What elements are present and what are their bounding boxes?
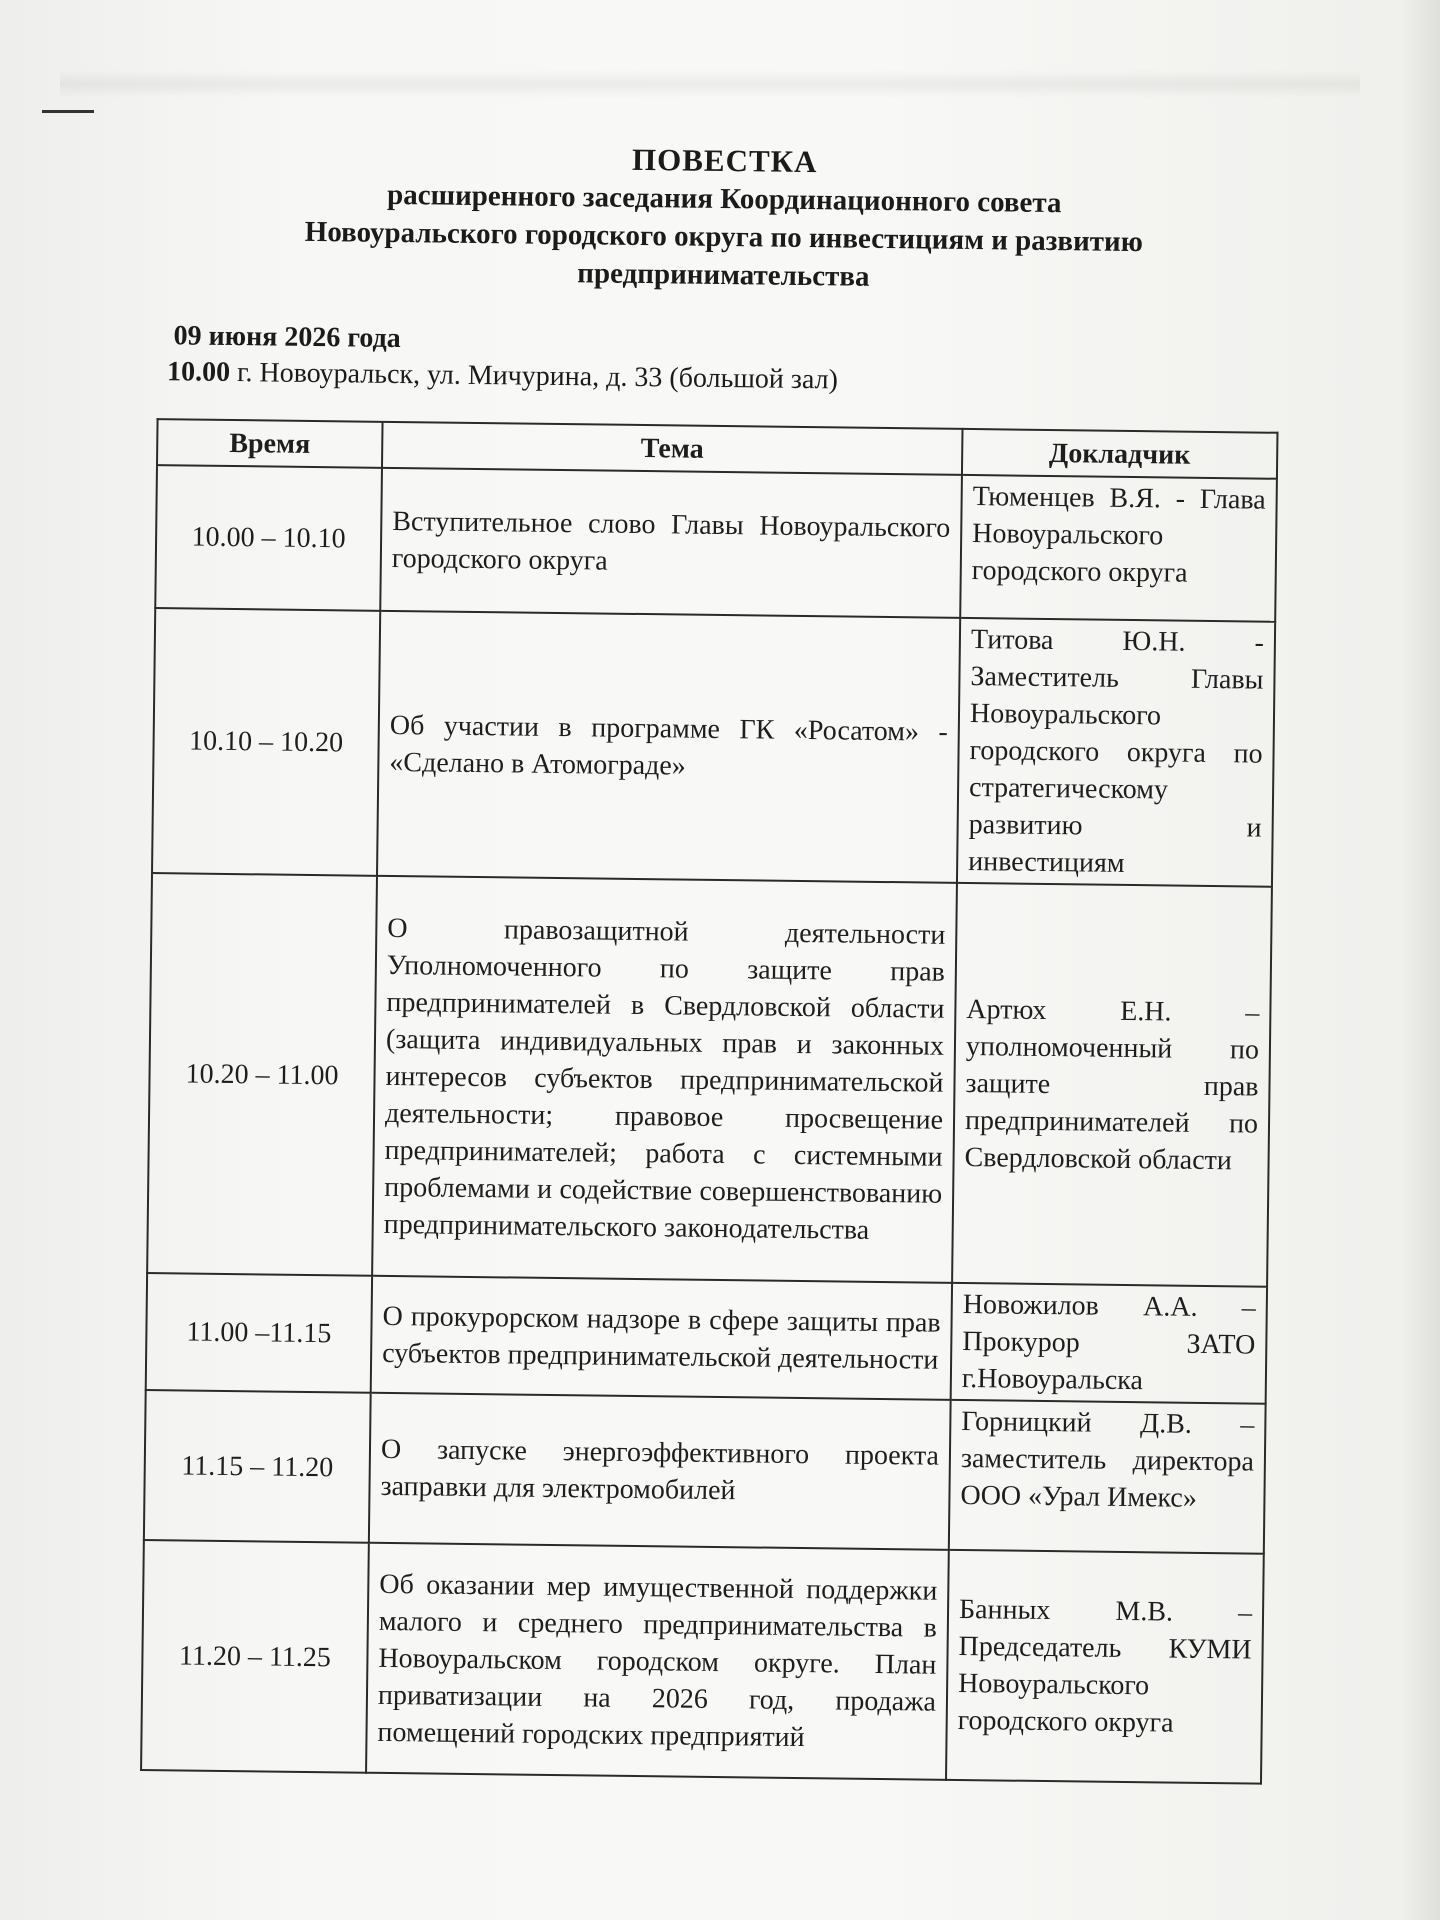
row-speaker: Горницкий Д.В. – заместитель директора ООО «Урал Имекс» bbox=[949, 1400, 1266, 1554]
row-speaker: Титова Ю.Н. - Заместитель Главы Новоуральского городского округа по стратегическому развитию и инвестициям bbox=[957, 618, 1275, 887]
agenda-table bbox=[140, 418, 1278, 1785]
row-time: 11.20 – 11.25 bbox=[141, 1540, 369, 1773]
document-header bbox=[208, 136, 1240, 301]
row-speaker: Банных М.В. – Председатель КУМИ Новоуральского городского округа bbox=[946, 1550, 1264, 1784]
column-header-time: Время bbox=[157, 419, 383, 468]
row-speaker: Новожилов А.А. – Прокурор ЗАТО г.Новоуральска bbox=[951, 1283, 1267, 1404]
row-time: 10.20 – 11.00 bbox=[147, 873, 377, 1276]
subtitle-line: предпринимательства bbox=[577, 257, 870, 293]
meeting-location: г. Новоуральск, ул. Мичурина, д. 33 (большой зал) bbox=[236, 357, 839, 396]
document-title: ПОВЕСТКА bbox=[631, 141, 818, 180]
row-topic: О прокурорском надзоре в сфере защиты прав субъектов предпринимательской деятельности bbox=[371, 1276, 952, 1400]
table-row bbox=[141, 1540, 1264, 1784]
meeting-place bbox=[167, 354, 838, 398]
row-time: 10.10 – 10.20 bbox=[152, 608, 380, 876]
meeting-start-time: 10.00 bbox=[166, 356, 231, 388]
row-speaker: Артюх Е.Н. – уполномоченный по защите прав предпринимателей по Свердловской области bbox=[952, 883, 1272, 1287]
table-row bbox=[146, 1273, 1267, 1404]
subtitle-line: расширенного заседания Координационного совета bbox=[386, 178, 1062, 220]
row-topic: Об оказании мер имущественной поддержки малого и среднего предпринимательства в Новоуральском городском округе. План приватизации на 2026 год, продажа помещений городских предприятий bbox=[366, 1543, 949, 1780]
row-topic: О запуске энергоэффективного проекта заправки для электромобилей bbox=[369, 1393, 951, 1550]
table-row bbox=[155, 465, 1277, 622]
row-topic: О правозащитной деятельности Уполномоченного по защите прав предпринимателей в Свердловской области (защита индивидуальных прав и законных интересов субъектов предпринимательской деятельности; правовое просвещение предпринимателей; работа с системными проблемами и содействие совершенствованию предпринимательского законодательства bbox=[372, 876, 957, 1283]
table-row bbox=[152, 608, 1275, 887]
meeting-info bbox=[167, 318, 839, 398]
column-header-speaker: Докладчик bbox=[962, 429, 1278, 479]
row-topic: Вступительное слово Главы Новоуральского городского округа bbox=[380, 468, 962, 618]
row-topic: Об участии в программе ГК «Росатом» - «Сделано в Атомограде» bbox=[377, 611, 960, 883]
column-header-topic: Тема bbox=[382, 422, 963, 475]
row-time: 11.00 –11.15 bbox=[146, 1273, 372, 1393]
row-time: 11.15 – 11.20 bbox=[144, 1390, 371, 1543]
row-time: 10.00 – 10.10 bbox=[155, 465, 382, 611]
subtitle-line: Новоуральского городского округа по инвестициям и развитию bbox=[304, 215, 1144, 259]
row-speaker: Тюменцев В.Я. - Глава Новоуральского городского округа bbox=[960, 475, 1277, 622]
meeting-date: 09 июня 2026 года bbox=[173, 320, 401, 355]
table-row bbox=[147, 873, 1272, 1287]
table-row bbox=[144, 1390, 1266, 1554]
